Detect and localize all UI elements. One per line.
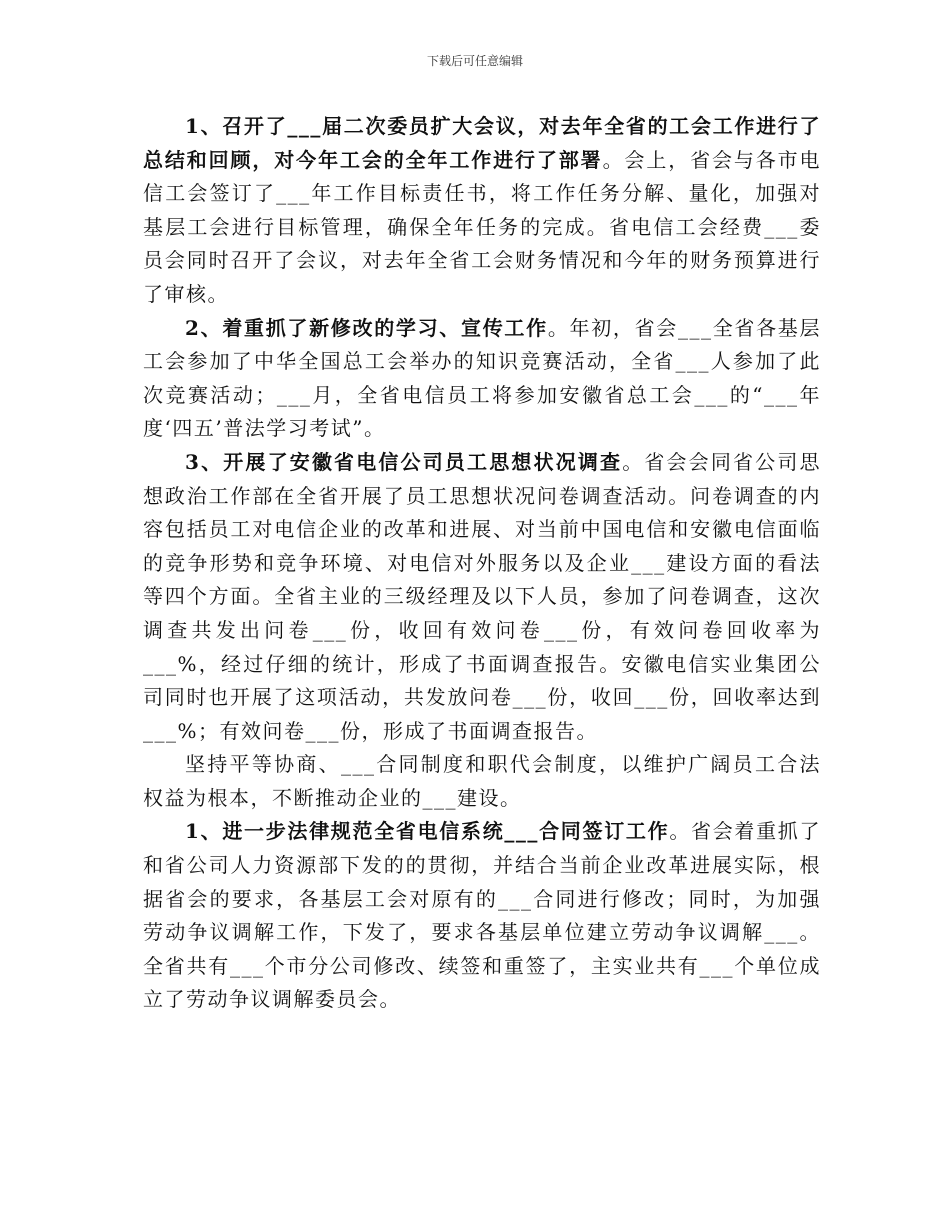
paragraph-meeting xyxy=(143,110,821,312)
paragraph-contracts xyxy=(143,815,821,1017)
paragraph-heading: 2、着重抓了新修改的学习、宣传工作 xyxy=(185,315,548,340)
paragraph-text: 坚持平等协商、___合同制度和职代会制度，以维护广阔员工合法权益为根本，不断推动企业的___建设。 xyxy=(143,752,821,810)
page-header: 下载后可任意编辑 xyxy=(426,54,523,68)
paragraph-publicity xyxy=(143,312,821,446)
document-body xyxy=(143,110,821,1017)
paragraph-text: 。省会着重抓了和省公司人力资源部下发的的贯彻，并结合当前企业改革进展实际，根据省会的要求，各基层工会对原有的___合同进行修改；同时，为加强劳动争议调解工作，下发了，要求各基层单位建立劳动争议调解___。全省共有___个市分公司修改、续签和重签了，主实业共有___个单位成立了劳动争议调解委员会。 xyxy=(143,819,822,1012)
paragraph-survey xyxy=(143,446,821,748)
paragraph-text: 。会上，省会与各市电信工会签订了___年工作目标责任书，将工作任务分解、量化，加强对基层工会进行目标管理，确保全年任务的完成。省电信工会经费___委员会同时召开了会议，对去年全省工会财务情况和今年的财务预算进行了审核。 xyxy=(143,147,822,306)
paragraph-heading: 1、进一步法律规范全省电信系统___合同签订工作 xyxy=(185,819,670,844)
paragraph-heading: 3、开展了安徽省电信公司员工思想状况调查 xyxy=(185,449,623,474)
paragraph-text: 。省会会同省公司思想政治工作部在全省开展了员工思想状况问卷调查活动。问卷调查的内容包括员工对电信企业的改革和进展、对当前中国电信和安徽电信面临的竞争形势和竞争环境、对电信对外服务以及企业___建设方面的看法等四个方面。全省主业的三级经理及以下人员，参加了问卷调查，这次调查共发出问卷___份，收回有效问卷___份，有效问卷回收率为___%，经过仔细的统计，形成了书面调查报告。安徽电信实业集团公司同时也开展了这项活动，共发放问卷___份，收回___份，回收率达到___%；有效问卷___份，形成了书面调查报告。 xyxy=(143,449,821,743)
paragraph-heading: 1、召开了___届二次委员扩大会议，对去年全省的工会工作进行了总结和回顾，对今年工会的全年工作进行了部署 xyxy=(143,114,821,172)
paragraph-text: 。年初，省会___全省各基层工会参加了中华全国总工会举办的知识竞赛活动，全省___人参加了此次竞赛活动；___月，全省电信员工将参加安徽省总工会___的“___年度‘四五’普法学习考试”。 xyxy=(143,315,822,441)
paragraph-consultation xyxy=(143,748,821,815)
